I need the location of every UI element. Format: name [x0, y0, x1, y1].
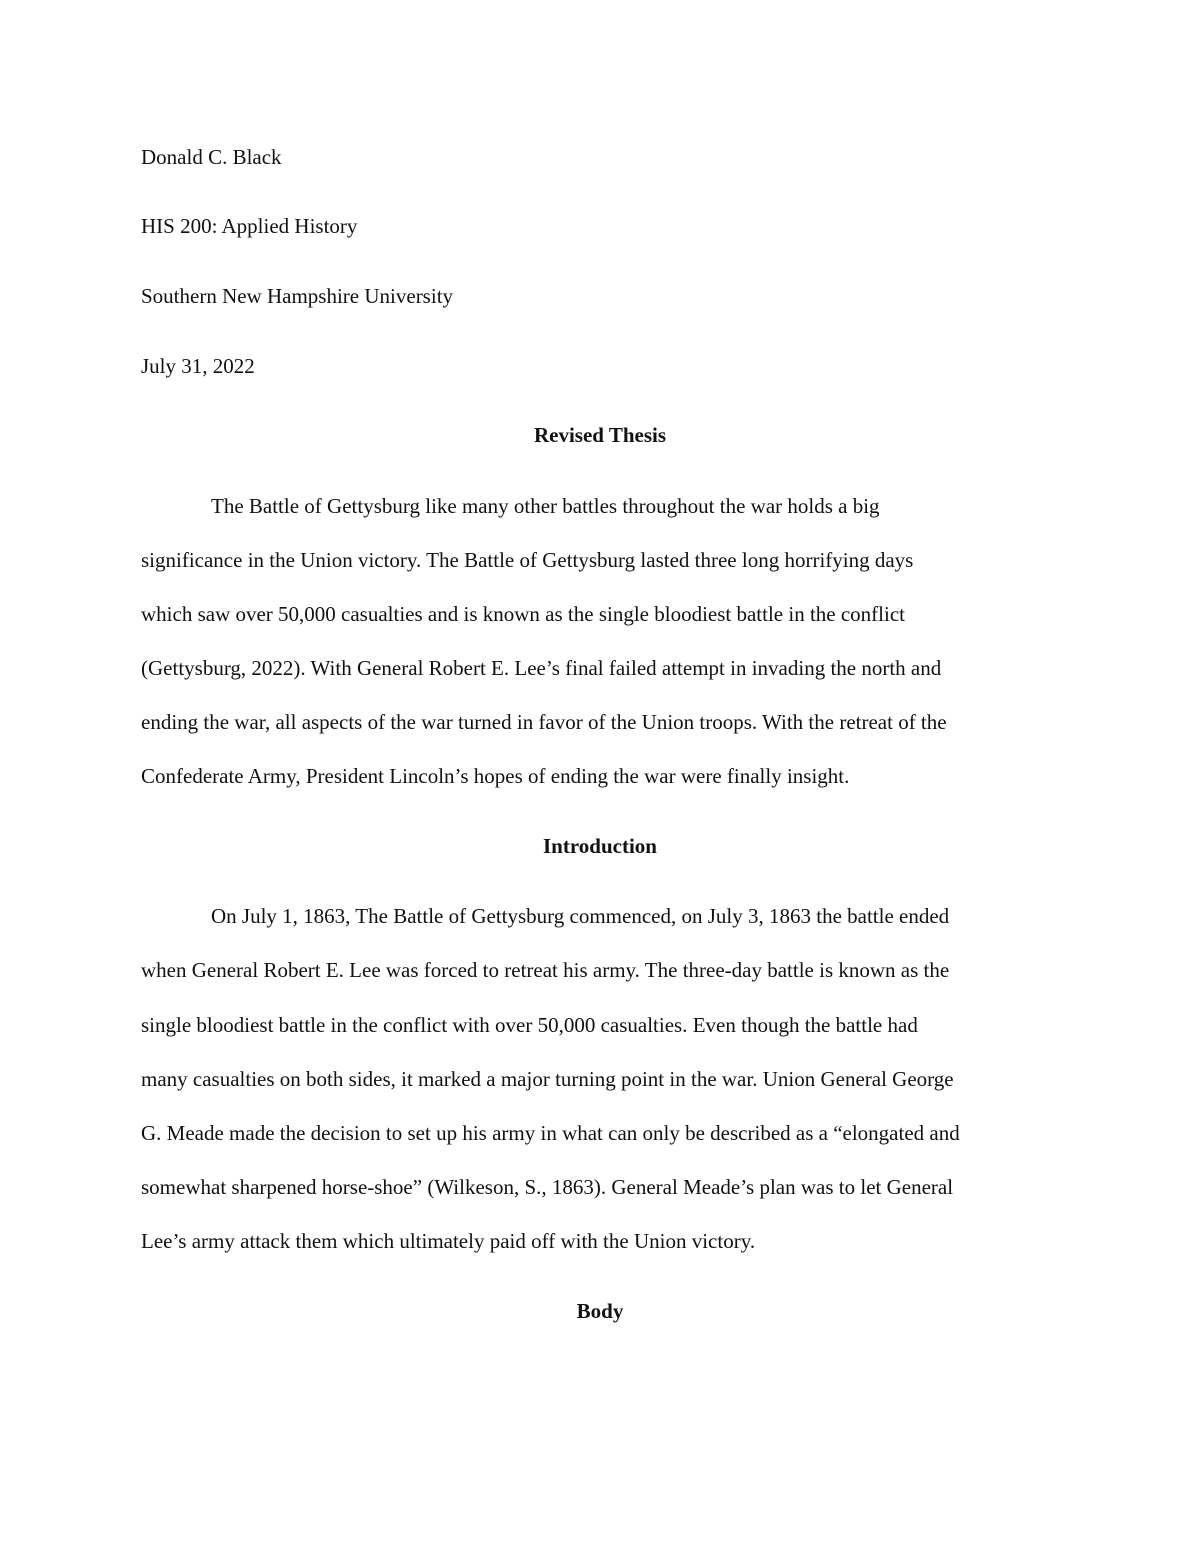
author-name: Donald C. Black	[141, 145, 282, 169]
introduction-heading: Introduction	[543, 834, 657, 858]
revised-thesis-heading: Revised Thesis	[533, 423, 667, 447]
body-heading: Body	[576, 1299, 624, 1323]
paragraph-line: G. Meade made the decision to set up his army in what can only be described as a “elongated and	[141, 1121, 960, 1145]
paragraph-line: ending the war, all aspects of the war turned in favor of the Union troops. With the retreat of the	[141, 710, 947, 734]
paragraph-line: significance in the Union victory. The Battle of Gettysburg lasted three long horrifying days	[141, 548, 914, 572]
institution-name: Southern New Hampshire University	[141, 284, 454, 308]
paragraph-line: which saw over 50,000 casualties and is known as the single bloodiest battle in the conflict	[141, 602, 905, 626]
paragraph-line: Lee’s army attack them which ultimately paid off with the Union victory.	[141, 1229, 756, 1253]
document-date: July 31, 2022	[141, 354, 255, 378]
course-name: HIS 200: Applied History	[141, 214, 358, 238]
paragraph-line: Confederate Army, President Lincoln’s hopes of ending the war were finally insight.	[141, 764, 850, 788]
paragraph-line: On July 1, 1863, The Battle of Gettysburg commenced, on July 3, 1863 the battle ended	[211, 904, 950, 928]
paragraph-line: The Battle of Gettysburg like many other battles throughout the war holds a big	[211, 494, 880, 518]
paragraph-line: when General Robert E. Lee was forced to retreat his army. The three-day battle is known as the	[141, 958, 950, 982]
paragraph-line: (Gettysburg, 2022). With General Robert E. Lee’s final failed attempt in invading the north and	[141, 656, 942, 680]
paragraph-line: single bloodiest battle in the conflict with over 50,000 casualties. Even though the battle had	[141, 1013, 918, 1037]
paragraph-line: many casualties on both sides, it marked a major turning point in the war. Union General George	[141, 1067, 954, 1091]
paragraph-line: somewhat sharpened horse-shoe” (Wilkeson, S., 1863). General Meade’s plan was to let General	[141, 1175, 954, 1199]
